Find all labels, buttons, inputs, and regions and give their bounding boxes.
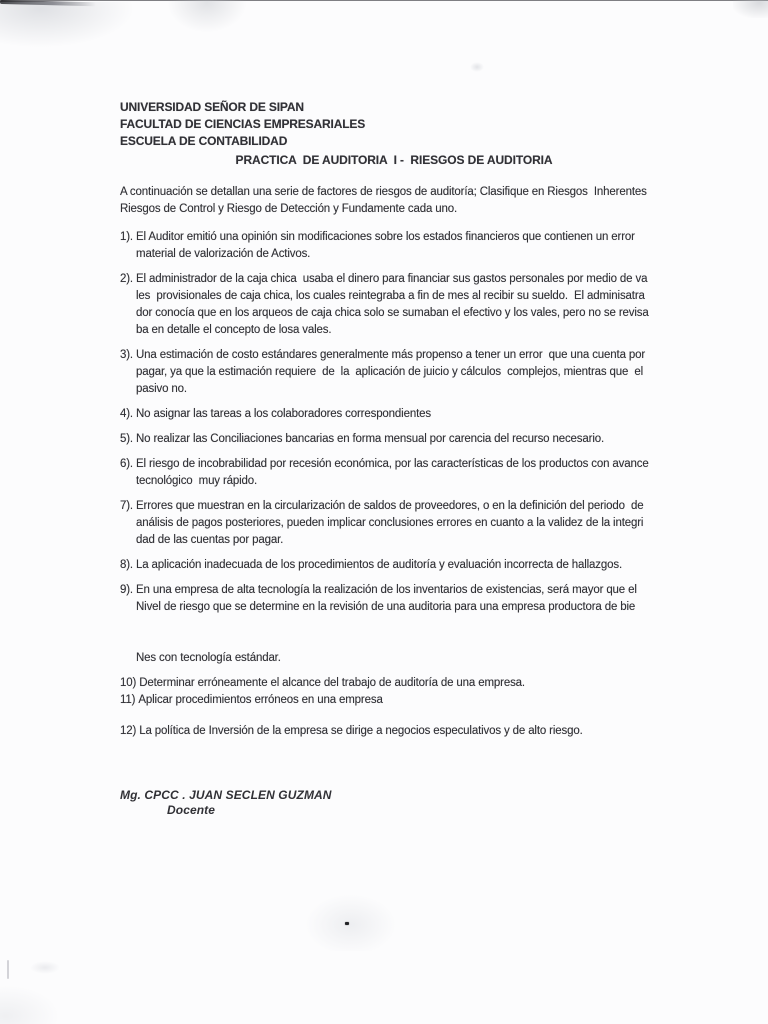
list-item-11	[120, 692, 649, 709]
item-number: 9).	[120, 584, 137, 596]
item-number: 10)	[120, 677, 140, 689]
signature-role: Docente	[167, 803, 216, 817]
item-number: 5).	[120, 433, 137, 445]
item-text: No asignar las tareas a los colaboradores correspondientes	[136, 408, 431, 420]
item-text: Errores que muestran en la circularización de saldos de proveedores, o en la definición del periodo de análisis de pagos posteriores, pueden implicar conclusiones errores en cuanto a la validez de la integri dad de las cuentas por pagar.	[136, 500, 644, 546]
list-item-12	[120, 723, 649, 740]
item-text: Aplicar procedimientos erróneos en una empresa	[138, 694, 383, 706]
item-text: En una empresa de alta tecnología la realización de los inventarios de existencias, será mayor que el Nivel de riesgo que se determine en la revisión de una auditoria para una empresa productora de bie Nes con tecnología estándar.	[136, 584, 637, 664]
list-item-2	[120, 271, 649, 339]
list-item-3	[120, 347, 649, 398]
list-item-1	[120, 229, 649, 263]
item-number: 4).	[120, 408, 137, 420]
item-number: 2).	[120, 273, 137, 285]
list-item-10	[120, 675, 649, 692]
scan-artifact-faint-dot	[470, 62, 484, 72]
scan-artifact-left-blob	[30, 961, 60, 974]
item-text: La aplicación inadecuada de los procedimientos de auditoría y evaluación incorrecta de hallazgos.	[136, 559, 623, 571]
institution-header: UNIVERSIDAD SEÑOR DE SIPAN FACULTAD DE CIENCIAS EMPRESARIALES ESCUELA DE CONTABILIDAD	[120, 100, 366, 148]
scan-artifact-top-left-smudge	[0, 2, 135, 48]
item-number: 6).	[120, 458, 137, 470]
list-item-7	[120, 498, 649, 549]
item-text: El administrador de la caja chica usaba el dinero para financiar sus gastos personales por medio de va les provisionales de caja chica, los cuales reintegraba a fin de mes al recibir su sueldo. El adminisatra dor conocía que en los arqueos de caja chica solo se sumaban el efectivo y los vales, pero no se revisa ba en detalle el concepto de losa vales.	[136, 273, 649, 336]
item-text: Una estimación de costo estándares generalmente más propenso a tener un error que una cuenta por pagar, ya que la estimación requiere de la aplicación de juicio y cálculos complejos, mientras que el pasivo no.	[136, 349, 646, 395]
scan-artifact-bottom-left-smudge	[0, 985, 60, 1024]
risk-factors-list	[120, 229, 649, 748]
list-item-8	[120, 557, 649, 574]
item-number: 7).	[120, 500, 137, 512]
scan-artifact-ink-dot	[345, 922, 349, 925]
signature-name: Mg. CPCC . JUAN SECLEN GUZMAN	[120, 788, 332, 802]
scan-artifact-left-edge-mark	[7, 960, 9, 979]
list-item-9	[120, 582, 649, 667]
item-text: No realizar las Conciliaciones bancarias en forma mensual por carencia del recurso necesario.	[136, 433, 605, 445]
item-number: 8).	[120, 559, 137, 571]
item-number: 12)	[120, 725, 140, 737]
item-text: Determinar erróneamente el alcance del trabajo de auditoría de una empresa.	[139, 677, 525, 689]
document-title: PRACTICA DE AUDITORIA I - RIESGOS DE AUDITORIA	[235, 153, 553, 167]
list-item-4	[120, 406, 649, 423]
item-text: El Auditor emitió una opinión sin modificaciones sobre los estados financieros que contienen un error material de valorización de Activos.	[136, 231, 635, 260]
item-text: La política de Inversión de la empresa se dirige a negocios especulativos y de alto riesgo.	[139, 725, 583, 737]
item-number: 11)	[120, 694, 139, 706]
item-text: El riesgo de incobrabilidad por recesión económica, por las características de los productos con avance tecnológico muy rápido.	[136, 458, 649, 487]
item-number: 1).	[120, 231, 137, 243]
intro-paragraph: A continuación se detallan una serie de factores de riesgos de auditoría; Clasifique en Riesgos Inherentes Riesgos de Control y Riesgo de Detección y Fundamente cada uno.	[120, 186, 647, 215]
scan-artifact-top-left-streak	[0, 0, 96, 6]
item-number: 3).	[120, 349, 137, 361]
scan-artifact-top-middle-smudge	[168, 0, 246, 32]
list-item-5	[120, 431, 649, 448]
signature-block	[120, 788, 332, 817]
scan-artifact-top-edge-line	[0, 0, 768, 1]
scan-artifact-bottom-smudge	[303, 893, 398, 951]
scan-artifact-top-right-smudge	[733, 0, 768, 18]
list-item-6	[120, 456, 649, 490]
